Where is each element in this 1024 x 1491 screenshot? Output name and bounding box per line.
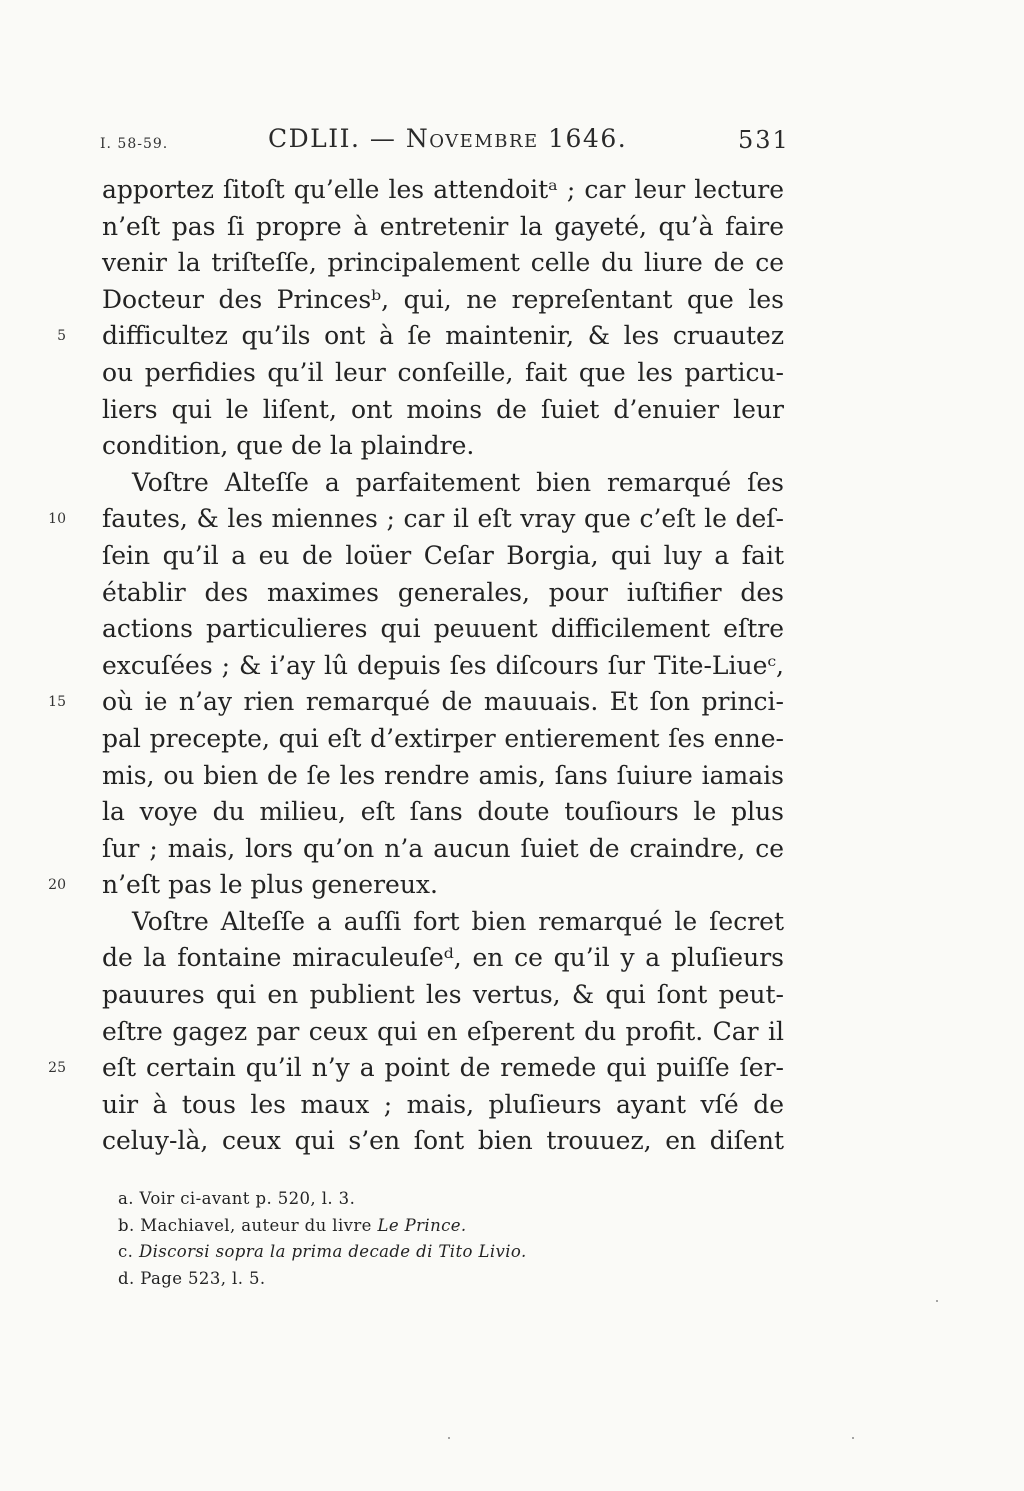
text-line [0,721,1024,758]
footnote-mark: a. [118,1189,134,1208]
line-text: Voſtre Alteſſe a parfaitement bien remarqué ſes [132,467,784,497]
line-text: la voye du milieu, eſt ſans doute touſiours le plus [102,797,784,827]
line-text: excuſées ; & i’ay lû depuis ſes diſcours ſur Tite-Liueᶜ, [102,650,784,680]
text-line [0,648,1024,685]
text-line [0,1087,1024,1124]
line-number: 20 [48,877,66,894]
text-line [0,794,1024,831]
text-line [0,501,1024,538]
text-line [0,977,1024,1014]
footnotes [0,1186,1024,1292]
footnote-mark: b. [118,1215,135,1235]
text-line [0,684,1024,721]
footnote-mark: d. [118,1268,135,1288]
text-line [0,904,1024,941]
text-line [0,172,1024,209]
line-text: eſtre gagez par ceux qui en eſperent du profit. Car il [102,1016,784,1046]
footnote-text: Voir ci-avant p. 520, l. 3. [139,1189,356,1208]
text-line [0,282,1024,319]
text-line [0,1014,1024,1051]
line-text: apportez ſitoſt qu’elle les attendoitᵃ ; car leur lecture [102,175,784,204]
line-text: n’eſt pas ſi propre à entretenir la gayeté, qu’à faire [102,211,784,241]
line-text: établir des maximes generales, pour iuſtifier des [102,577,784,607]
paper-speck [936,1300,938,1302]
text-line [0,209,1024,246]
footnote-text: Page 523, l. 5. [140,1268,266,1288]
letter-body [0,172,1024,1160]
line-text: n’eſt pas le plus genereux. [102,870,438,900]
text-line [0,428,1024,465]
footnote-a [0,1186,1024,1213]
footnote-italic: Le Prince. [377,1215,467,1235]
text-line [0,611,1024,648]
line-number: 5 [57,328,66,345]
text-line [0,245,1024,282]
line-text: difficultez qu’ils ont à ſe maintenir, & les cruautez [102,321,784,351]
line-text: Docteur des Princesᵇ, qui, ne repreſentant que les [102,284,784,314]
footnote-italic: Discorsi sopra la prima decade di Tito Livio. [138,1242,527,1261]
paper-speck [448,1437,450,1439]
line-text: ou perfidies qu’il leur conſeille, fait que les particu- [102,357,784,387]
line-text: liers qui le liſent, ont moins de ſuiet d’enuier leur [102,394,784,424]
footnote-text: Machiavel, auteur du livre [140,1215,378,1235]
line-text: eſt certain qu’il n’y a point de remede qui puiſſe ſer- [102,1053,784,1083]
line-text: pauures qui en publient les vertus, & qui ſont peut- [102,980,784,1010]
text-line [0,1123,1024,1160]
text-line [0,940,1024,977]
footnote-d [0,1266,1024,1293]
text-line [0,575,1024,612]
text-line [0,538,1024,575]
line-text: condition, que de la plaindre. [102,431,475,461]
text-line [0,867,1024,904]
header-title: CDLII. — Novembre 1646. [268,124,628,153]
text-line [0,831,1024,868]
line-text: de la fontaine miraculeuſeᵈ, en ce qu’il y a pluſieurs [102,943,784,973]
line-number: 25 [48,1060,66,1077]
text-line [0,758,1024,795]
line-number: 15 [48,694,66,711]
paper-speck [852,1437,854,1439]
footnote-c [0,1239,1024,1266]
running-header [0,118,1024,166]
line-text: actions particulieres qui peuuent difficilement eſtre [102,614,784,644]
line-text: où ie n’ay rien remarqué de mauuais. Et ſon princi- [102,687,784,717]
line-text: uir à tous les maux ; mais, pluſieurs ayant vſé de [102,1089,784,1119]
line-text: fautes, & les miennes ; car il eſt vray que c’eſt le deſ- [102,504,784,534]
line-text: celuy-là, ceux qui s’en ſont bien trouuez, en diſent [102,1126,784,1156]
footnote-mark: c. [118,1242,134,1261]
text-line [0,318,1024,355]
footnote-b [0,1213,1024,1240]
text-line [0,1050,1024,1087]
text-line [0,355,1024,392]
text-line [0,392,1024,429]
line-text: Voſtre Alteſſe a auſſi fort bien remarqué le ſecret [132,906,784,936]
line-text: ſein qu’il a eu de loüer Ceſar Borgia, qui luy a fait [102,540,784,570]
page-number: 531 [738,126,790,154]
header-reference: I. 58-59. [100,136,169,152]
line-text: ſur ; mais, lors qu’on n’a aucun ſuiet de craindre, ce [102,833,784,863]
line-text: venir la triſteſſe, principalement celle du liure de ce [102,248,784,278]
line-text: mis, ou bien de ſe les rendre amis, ſans ſuiure iamais [102,760,784,790]
line-number: 10 [48,511,66,528]
line-text: pal precepte, qui eſt d’extirper entierement ſes enne- [102,723,784,753]
text-line [0,465,1024,502]
